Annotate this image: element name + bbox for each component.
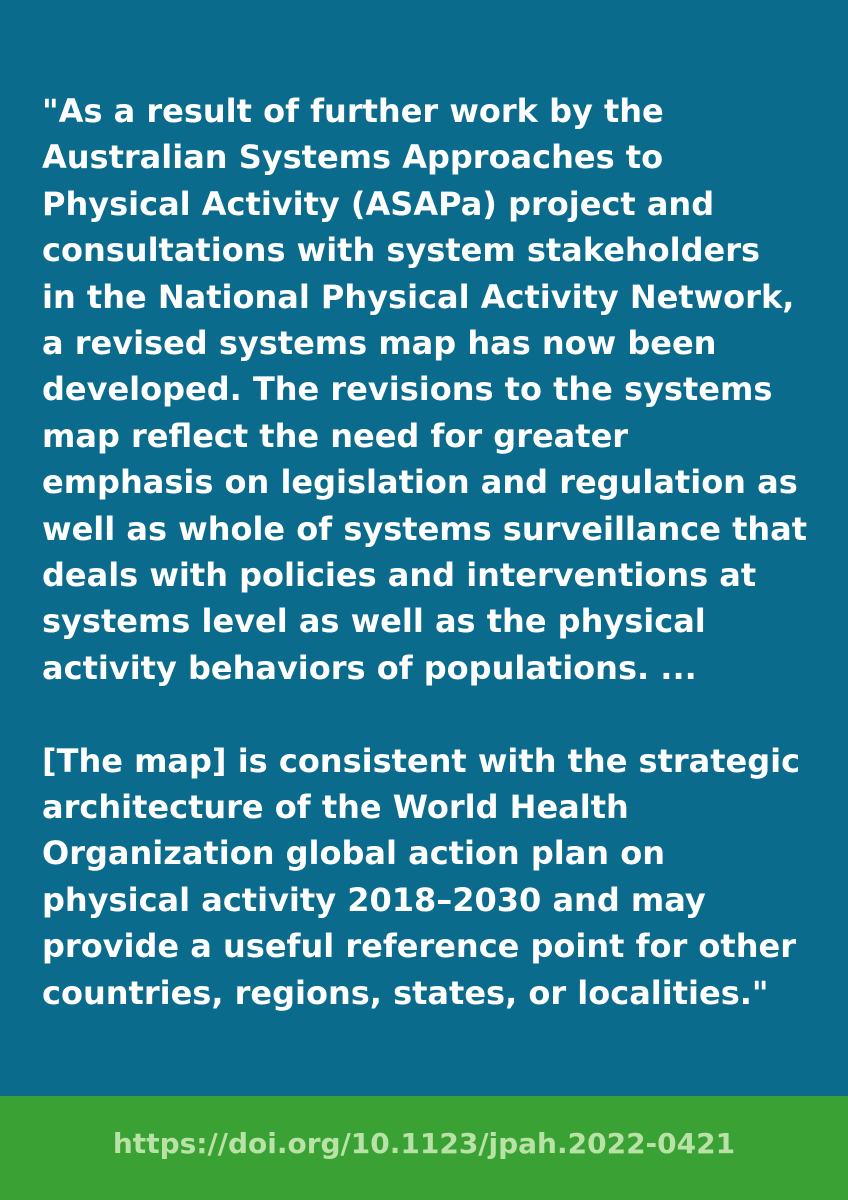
quote-line: architecture of the World Health xyxy=(42,788,629,827)
quote-line: in the National Physical Activity Network, xyxy=(42,277,795,316)
quote-line: "As a result of further work by the xyxy=(42,92,664,130)
quote-line: provide a useful reference point for other xyxy=(42,927,796,966)
quote-line: deals with policies and interventions at xyxy=(42,556,757,595)
quote-line: well as whole of systems surveillance that xyxy=(42,509,808,548)
quote-line: Australian Systems Approaches to xyxy=(42,138,664,177)
quote-line: activity behaviors of populations. ... xyxy=(42,648,697,687)
quote-line: countries, regions, states, or localities." xyxy=(42,973,769,1012)
quote-line: a revised systems map has now been xyxy=(42,324,717,363)
doi-link[interactable]: https://doi.org/10.1123/jpah.2022-0421 xyxy=(112,1127,736,1160)
quote-line: emphasis on legislation and regulation as xyxy=(42,463,798,502)
quote-line: physical activity 2018–2030 and may xyxy=(42,880,706,919)
quote-line: map reflect the need for greater xyxy=(42,416,629,455)
quote-line: systems level as well as the physical xyxy=(42,602,706,641)
quote-line: developed. The revisions to the systems xyxy=(42,370,773,409)
quote-line: Organization global action plan on xyxy=(42,834,665,873)
quote-line: Physical Activity (ASAPa) project and xyxy=(42,184,715,223)
quote-line: [The map] is consistent with the strategic xyxy=(42,741,801,780)
quote-line: consultations with system stakeholders xyxy=(42,231,761,270)
quote-text xyxy=(42,88,832,1016)
paragraph-spacer xyxy=(42,691,832,737)
